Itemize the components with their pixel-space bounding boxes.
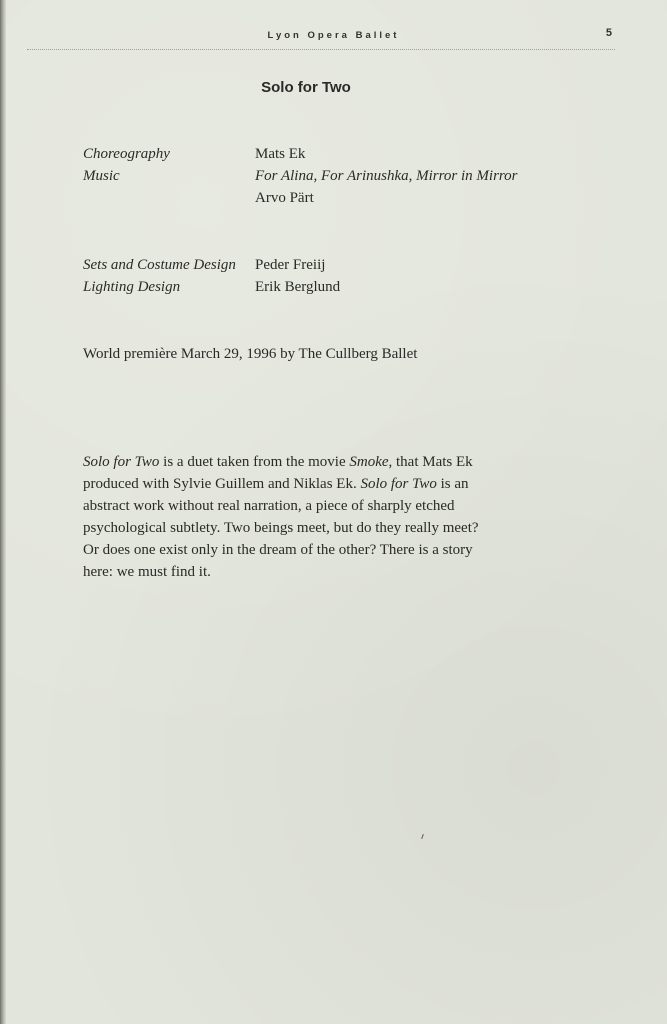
description-text: , that Mats Ek	[388, 454, 473, 470]
credit-value: For Alina, For Arinushka, Mirror in Mirror	[255, 168, 518, 184]
header-divider	[27, 49, 615, 50]
description-line: psychological subtlety. Two beings meet, but do they really meet?	[83, 520, 479, 536]
page-number: 5	[605, 27, 612, 39]
description-line	[83, 473, 513, 495]
credit-value: Erik Berglund	[255, 279, 341, 295]
work-description	[83, 451, 513, 583]
description-text: is an	[436, 476, 469, 492]
credit-value: Peder Freiij	[255, 257, 326, 273]
credit-value: Arvo Pärt	[255, 190, 314, 206]
binding-edge	[0, 0, 6, 1024]
credit-label: Lighting Design	[83, 279, 181, 295]
description-line: here: we must find it.	[83, 564, 211, 580]
credit-label: Sets and Costume Design	[83, 257, 236, 273]
description-text: Solo for Two	[83, 454, 160, 470]
description-line	[83, 451, 513, 473]
paper-speck	[421, 834, 424, 839]
credit-label: Music	[83, 168, 120, 184]
premiere-note: World première March 29, 1996 by The Cullberg Ballet	[83, 346, 418, 362]
description-text: produced with Sylvie Guillem and Niklas Ek.	[83, 476, 361, 492]
credit-value: Mats Ek	[255, 146, 306, 162]
description-text: is a duet taken from the movie	[159, 454, 350, 470]
credit-label: Choreography	[83, 146, 170, 162]
description-line: Or does one exist only in the dream of the other? There is a story	[83, 542, 473, 558]
description-text: Smoke	[349, 454, 389, 470]
work-title: Solo for Two	[261, 79, 351, 96]
description-text: Solo for Two	[360, 476, 437, 492]
running-header: Lyon Opera Ballet	[267, 30, 400, 41]
description-line: abstract work without real narration, a piece of sharply etched	[83, 498, 455, 514]
